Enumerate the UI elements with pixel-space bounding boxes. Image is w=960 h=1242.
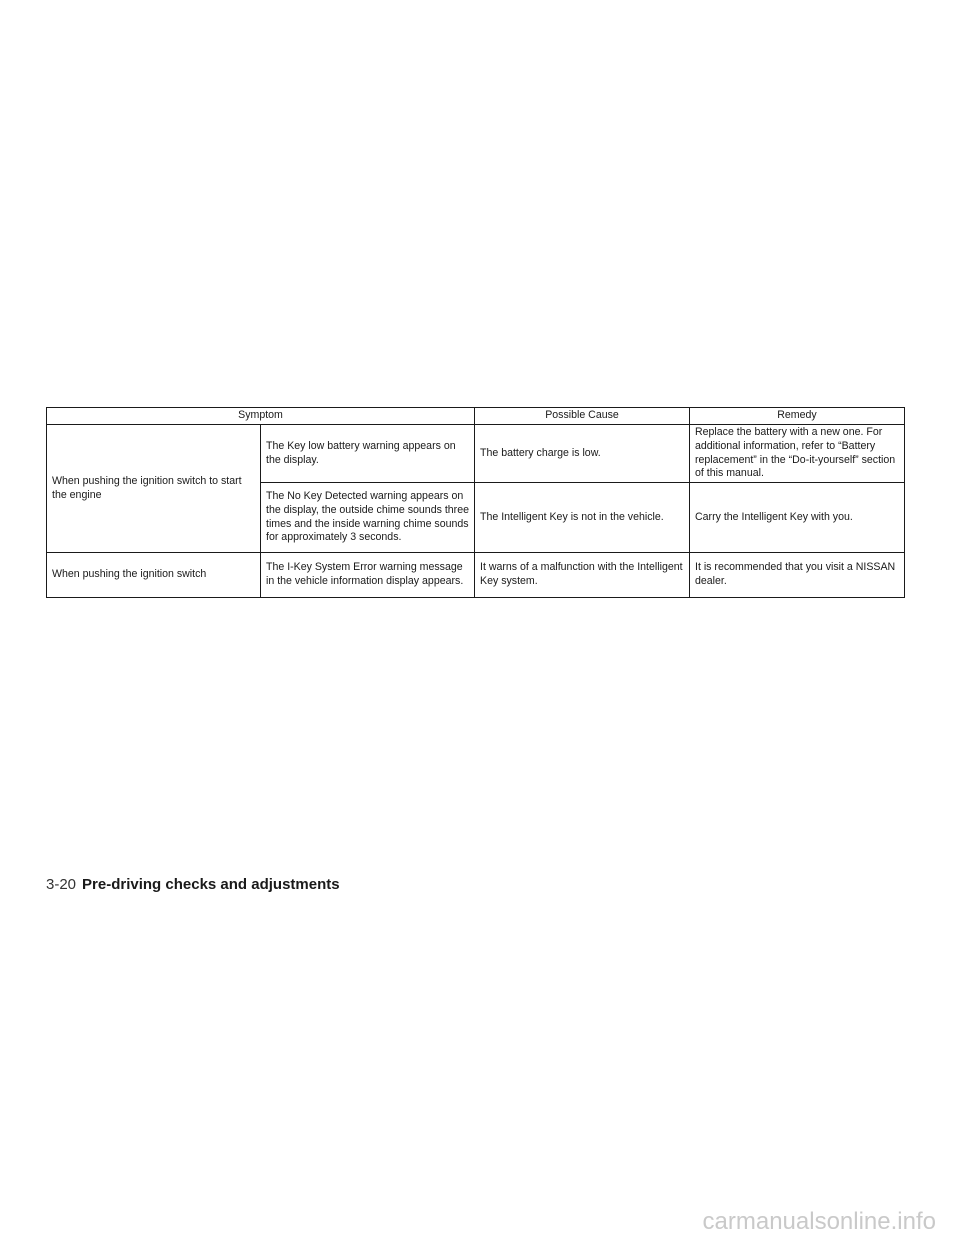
- remedy-cell: Carry the Intelligent Key with you.: [690, 483, 905, 553]
- detail-cell: The No Key Detected warning appears on the display, the outside chime sounds three times and the inside warning chime sounds for approximately 3 seconds.: [261, 483, 475, 553]
- detail-cell: The Key low battery warning appears on the display.: [261, 425, 475, 483]
- page-number: 3-20: [46, 876, 77, 893]
- symptom-cell: When pushing the ignition switch to start the engine: [47, 425, 261, 553]
- troubleshooting-table: [46, 407, 905, 598]
- table-row: [47, 553, 905, 598]
- page-footer: [46, 876, 340, 894]
- detail-cell: The I-Key System Error warning message in the vehicle information display appears.: [261, 553, 475, 598]
- cause-cell: The battery charge is low.: [475, 425, 690, 483]
- cause-cell: The Intelligent Key is not in the vehicle.: [475, 483, 690, 553]
- remedy-cell: It is recommended that you visit a NISSAN dealer.: [690, 553, 905, 598]
- cause-cell: It warns of a malfunction with the Intelligent Key system.: [475, 553, 690, 598]
- watermark: carmanualsonline.info: [702, 1208, 936, 1235]
- section-title: Pre-driving checks and adjustments: [82, 876, 340, 893]
- remedy-cell: Replace the battery with a new one. For additional information, refer to “Battery replacement” in the “Do-it-yourself” section of this manual.: [690, 425, 905, 483]
- table-header-row: [47, 408, 905, 425]
- table-row: [47, 425, 905, 483]
- symptom-cell: When pushing the ignition switch: [47, 553, 261, 598]
- header-possible-cause: Possible Cause: [475, 408, 690, 425]
- header-symptom: Symptom: [47, 408, 475, 425]
- header-remedy: Remedy: [690, 408, 905, 425]
